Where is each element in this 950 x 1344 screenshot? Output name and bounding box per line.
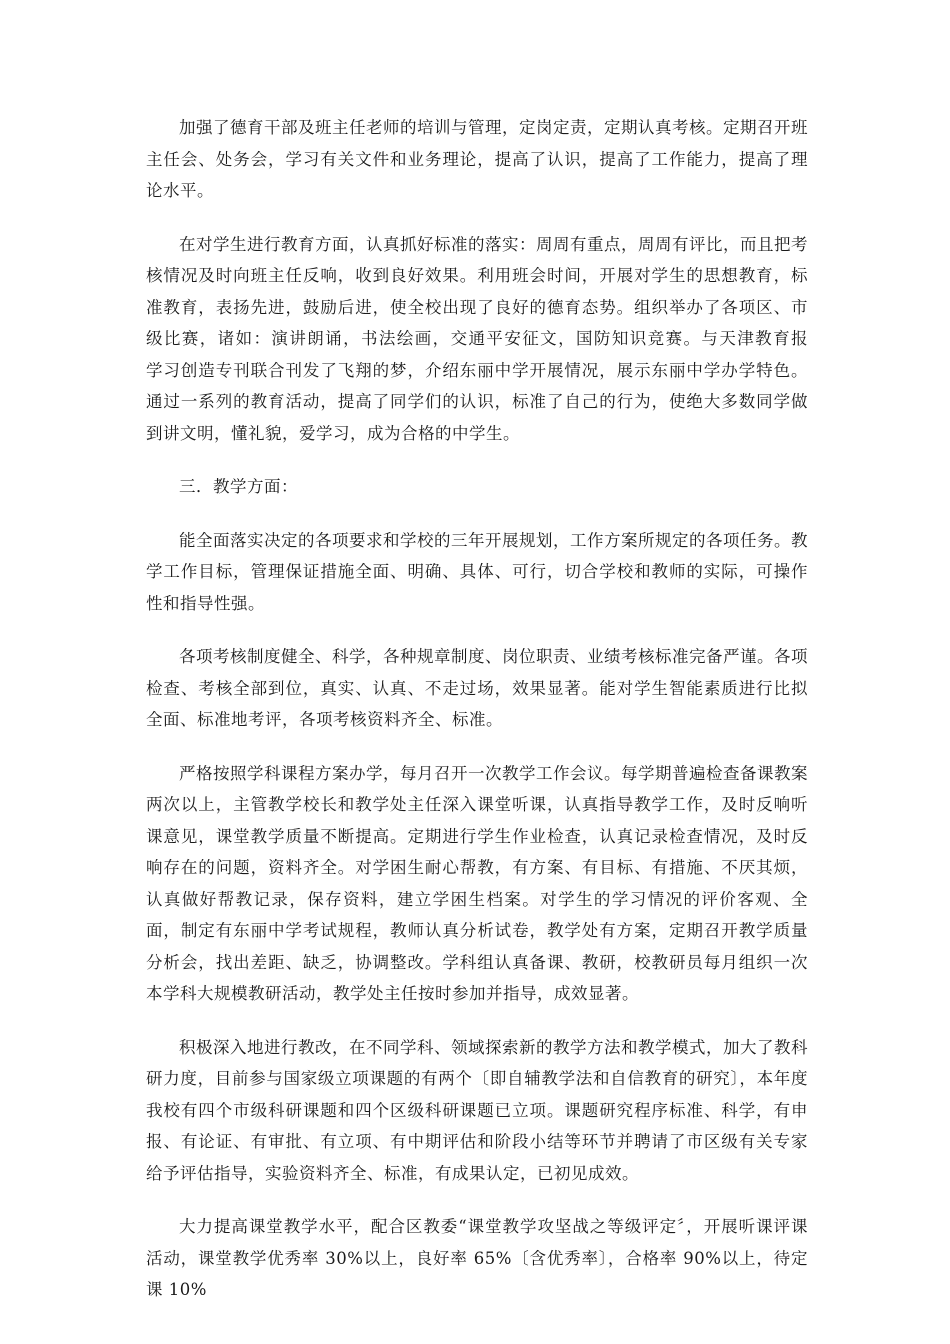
document-body: [146, 112, 825, 1328]
paragraph-moral-staff-training: 加强了德育干部及班主任老师的培训与管理，定岗定责，定期认真考核。定期召开班主任会、处务会，学习有关文件和业务理论，提高了认识，提高了工作能力，提高了理论水平。: [146, 118, 808, 200]
paragraph-curriculum-management: 严格按照学科课程方案办学，每月召开一次教学工作会议。每学期普遍检查备课教案两次以上，主管教学校长和教学处主任深入课堂听课，认真指导教学工作，及时反响听课意见，课堂教学质量不断提高。定期进行学生作业检查，认真记录检查情况，及时反响存在的问题，资料齐全。对学困生耐心帮教，有方案、有目标、有措施、不厌其烦，认真做好帮教记录，保存资料，建立学困生档案。对学生的学习情况的评价客观、全面，制定有东丽中学考试规程，教师认真分析试卷，教学处有方案，定期召开教学质量分析会，找出差距、缺乏，协调整改。学科组认真备课、教研，校教研员每月组织一次本学科大规模教研活动，教学处主任按时参加并指导，成效显著。: [146, 763, 808, 1003]
paragraph-student-education: 在对学生进行教育方面，认真抓好标准的落实：周周有重点，周周有评比，而且把考核情况及时向班主任反响，收到良好效果。利用班会时间，开展对学生的思想教育，标准教育，表扬先进，鼓励后进，使全校出现了良好的德育态势。组织举办了各项区、市级比赛，诸如：演讲朗诵，书法绘画，交通平安征文，国防知识竞赛。与天津教育报 学习创造专刊联合刊发了飞翔的梦，介绍东丽中学开展情况，展示东丽中学办学特色。通过一系列的教育活动，提高了同学们的认识，标准了自己的行为，使绝大多数同学做到讲文明，懂礼貌，爱学习，成为合格的中学生。: [146, 234, 825, 443]
section-heading-teaching: 三．教学方面：: [179, 477, 298, 496]
paragraph-classroom-quality: 大力提高课堂教学水平，配合区教委“课堂教学攻坚战之等级评定〞，开展听课评课活动，课堂教学优秀率 30%以上，良好率 65%〔含优秀率〕，合格率 90%以上，待定课 10%: [146, 1217, 808, 1299]
paragraph-teaching-goals: 能全面落实决定的各项要求和学校的三年开展规划，工作方案所规定的各项任务。教学工作目标，管理保证措施全面、明确、具体、可行，切合学校和教师的实际，可操作性和指导性强。: [146, 530, 808, 613]
paragraph-teaching-reform: 积极深入地进行教改，在不同学科、领域探索新的教学方法和教学模式，加大了教科研力度，目前参与国家级立项课题的有两个〔即自辅教学法和自信教育的研究〕，本年度我校有四个市级科研课题和四个区级科研课题已立项。课题研究程序标准、科学，有申报、有论证、有审批、有立项、有中期评估和阶段小结等环节并聘请了市区级有关专家给予评估指导，实验资料齐全、标准，有成果认定，已初见成效。: [146, 1037, 808, 1183]
paragraph-assessment-system: 各项考核制度健全、科学，各种规章制度、岗位职责、业绩考核标准完备严谨。各项检查、考核全部到位，真实、认真、不走过场，效果显著。能对学生智能素质进行比拟全面、标准地考评，各项考核资料齐全、标准。: [146, 647, 808, 729]
